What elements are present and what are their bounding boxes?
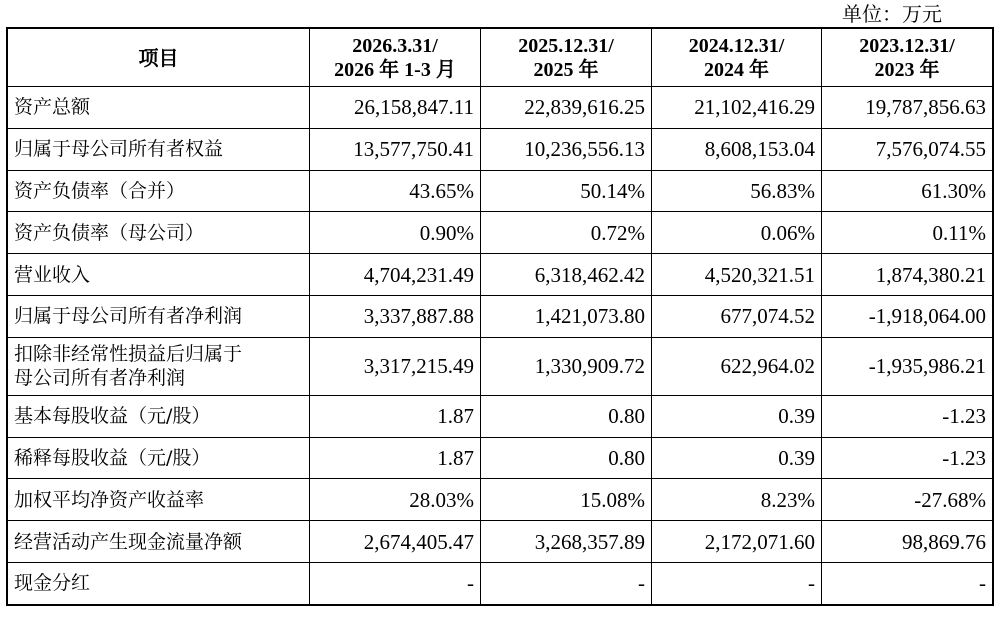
row-label: 加权平均净资产收益率	[8, 479, 310, 521]
row-value: 22,839,616.25	[481, 87, 652, 129]
table-header	[8, 29, 993, 87]
row-value: -	[481, 562, 652, 604]
table-row	[8, 87, 993, 129]
table-row	[8, 212, 993, 254]
table-row	[8, 395, 993, 437]
row-value: -	[652, 562, 822, 604]
table-row	[8, 437, 993, 479]
header-period-range: 2024 年	[704, 58, 769, 81]
header-period-range: 2023 年	[874, 58, 940, 81]
row-value: -1.23	[822, 437, 993, 479]
header-period-2025	[481, 29, 652, 87]
row-value: 1,874,380.21	[822, 254, 993, 296]
row-value: 98,869.76	[822, 521, 993, 563]
row-value: 0.72%	[481, 212, 652, 254]
table-row	[8, 562, 993, 604]
table-row	[8, 479, 993, 521]
row-value: 2,674,405.47	[310, 521, 481, 563]
row-value: 19,787,856.63	[822, 87, 993, 129]
financial-summary-table	[7, 28, 993, 605]
header-period-date: 2023.12.31/	[859, 34, 955, 57]
row-label: 营业收入	[8, 254, 310, 296]
header-period-2023	[822, 29, 993, 87]
row-value: -27.68%	[822, 479, 993, 521]
row-label: 稀释每股收益（元/股）	[8, 437, 310, 479]
table-row	[8, 521, 993, 563]
row-value: 1.87	[310, 395, 481, 437]
row-value: 56.83%	[652, 170, 822, 212]
row-value: -1,935,986.21	[822, 337, 993, 395]
row-label: 归属于母公司所有者净利润	[8, 295, 310, 337]
row-label: 基本每股收益（元/股）	[8, 395, 310, 437]
row-label	[8, 337, 310, 395]
row-value: 4,520,321.51	[652, 254, 822, 296]
row-value: 3,268,357.89	[481, 521, 652, 563]
row-value: 3,337,887.88	[310, 295, 481, 337]
row-value: 10,236,556.13	[481, 128, 652, 170]
table-row	[8, 170, 993, 212]
table-row	[8, 337, 993, 395]
row-value: 8.23%	[652, 479, 822, 521]
row-label: 归属于母公司所有者权益	[8, 128, 310, 170]
unit-label: 单位：万元	[842, 2, 942, 26]
header-row	[8, 29, 993, 87]
header-item: 项目	[8, 29, 310, 87]
row-value: 8,608,153.04	[652, 128, 822, 170]
row-label-line: 扣除非经常性损益后归属于	[14, 343, 243, 366]
row-value: -1.23	[822, 395, 993, 437]
row-value: 3,317,215.49	[310, 337, 481, 395]
header-period-date: 2026.3.31/	[352, 34, 438, 57]
row-value: -1,918,064.00	[822, 295, 993, 337]
header-period-range: 2026 年 1-3 月	[334, 58, 456, 81]
row-value: 15.08%	[481, 479, 652, 521]
row-value: 0.06%	[652, 212, 822, 254]
row-value: -	[822, 562, 993, 604]
header-period-2026q1	[310, 29, 481, 87]
row-value: 21,102,416.29	[652, 87, 822, 129]
row-value: 61.30%	[822, 170, 993, 212]
row-value: 1,421,073.80	[481, 295, 652, 337]
row-value: 7,576,074.55	[822, 128, 993, 170]
row-value: 4,704,231.49	[310, 254, 481, 296]
row-value: 26,158,847.11	[310, 87, 481, 129]
row-value: 0.80	[481, 437, 652, 479]
row-label-line: 母公司所有者净利润	[14, 367, 186, 390]
table-row	[8, 128, 993, 170]
row-value: 1.87	[310, 437, 481, 479]
table-row	[8, 295, 993, 337]
row-label: 资产负债率（母公司）	[8, 212, 310, 254]
row-value: 0.80	[481, 395, 652, 437]
header-period-range: 2025 年	[533, 58, 599, 81]
row-value: 0.39	[652, 395, 822, 437]
row-value: -	[310, 562, 481, 604]
row-value: 28.03%	[310, 479, 481, 521]
row-value: 677,074.52	[652, 295, 822, 337]
table-body	[8, 87, 993, 605]
row-value: 50.14%	[481, 170, 652, 212]
header-period-2024	[652, 29, 822, 87]
row-label: 资产负债率（合并）	[8, 170, 310, 212]
row-value: 0.11%	[822, 212, 993, 254]
row-value: 13,577,750.41	[310, 128, 481, 170]
row-value: 0.90%	[310, 212, 481, 254]
table-row	[8, 254, 993, 296]
row-label: 现金分红	[8, 562, 310, 604]
row-value: 1,330,909.72	[481, 337, 652, 395]
row-label: 资产总额	[8, 87, 310, 129]
row-value: 0.39	[652, 437, 822, 479]
row-label: 经营活动产生现金流量净额	[8, 521, 310, 563]
header-period-date: 2024.12.31/	[688, 34, 785, 57]
header-period-date: 2025.12.31/	[518, 34, 614, 57]
row-value: 43.65%	[310, 170, 481, 212]
row-value: 6,318,462.42	[481, 254, 652, 296]
row-value: 622,964.02	[652, 337, 822, 395]
row-value: 2,172,071.60	[652, 521, 822, 563]
